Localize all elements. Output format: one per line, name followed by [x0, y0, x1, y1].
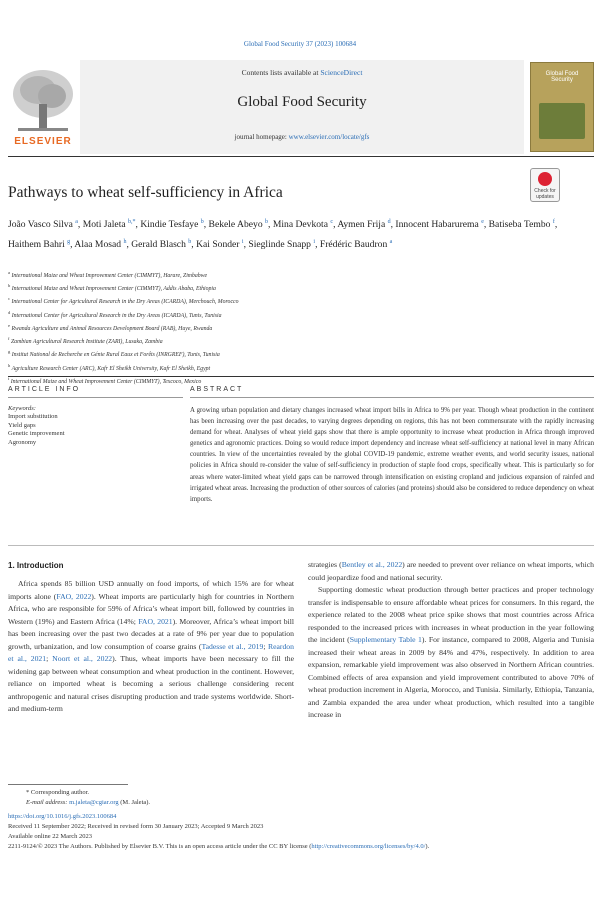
- cover-image: [539, 103, 585, 139]
- keyword: Agronomy: [8, 438, 37, 446]
- journal-reference[interactable]: Global Food Security 37 (2023) 100684: [243, 40, 357, 48]
- homepage-link[interactable]: www.elsevier.com/locate/gfs: [288, 133, 370, 141]
- abstract-text: A growing urban population and dietary changes increased wheat import bills in Africa to 9% per year. Though wheat production in the continent has been increasing over the past decades, to varying degrees depending on regions, this has not been commensurate with the rapidly increasing demand for wheat. Analyses of wheat yield gaps show that there is ample opportunity to increase wheat production in Africa through improved genetics and agronomic practices. Doing so would reduce import dependency and increase wheat self-sufficiency at national level in many African countries. In view of the uncertainties revealed by the global COVID-19 pandemic, extreme weather events, and world security issues, national policies in Africa should re-consider the value of self-sufficiency in production of staple food crops, specifically wheat. This is particularly so for areas where water-limited wheat yield gaps can be narrowed through intensification on existing cropland and judicious expansion of rainfed and irrigated wheat areas. Increasing the production of other sources of calories (and proteins) should also be considered to reduce dependency on wheat imports.: [190, 407, 594, 503]
- journal-homepage: journal homepage: www.elsevier.com/locate/gfs: [234, 133, 370, 141]
- email-link[interactable]: m.jaleta@cgiar.org: [69, 799, 119, 806]
- doi-link[interactable]: https://doi.org/10.1016/j.gfs.2023.100684: [8, 813, 117, 820]
- affiliation-list: [8, 268, 568, 387]
- cover-title: Global Food Security: [545, 71, 579, 83]
- corresponding-author-note: * Corresponding author.: [26, 789, 90, 796]
- keyword: Yield gaps: [8, 421, 36, 429]
- author-list: João Vasco Silva $^a$, Moti Jaleta $^{b,*}$, Kindie Tesfaye $^b$, Bekele Abeyo $^b$, Mina Devkota $^c$, Aymen Frija $^d$, Innocent Habarurema $^e$, Batiseba Tembo $^f$, Haithem Bahri $^g$, Alaa Mosad $^h$, Gerald Blasch $^b$, Kai Sonder $^i$, Sieglinde Snapp $^i$, Frédéric Baudron $^a$: [8, 219, 558, 250]
- introduction-column-right: strategies (Bentley et al., 2022) are needed to prevent over reliance on wheat imports, which could jeopardize food and national security. Supporting domestic wheat production through better practices and proper technology transfer is indispensable to ensure affordable wheat prices for consumers. In this regard, the experience related to the 2008 wheat price spike shows that most countries across Africa responded to the increased prices with increases in wheat production in the year following the incident (Supplementary Table 1). For instance, compared to 2008, Algeria and Tunisia increased their wheat areas in 2009 by 84% and 47%, respectively. In addition to area expansion, remarkable yield improvement was also observed in Northern African countries. Combined effects of area expansion and yield improvement contributed to above 70% of wheat production increment in Algeria, Morocco, and Tunisia. Similarly, Ethiopia, Tanzania, and Zambia expanded the area under wheat production, which resulted into a tangible increase in: [308, 560, 594, 719]
- footnote-rule: [8, 784, 128, 785]
- introduction-column-left: Africa spends 85 billion USD annually on food imports, of which 15% are for wheat imports alone (FAO, 2022). Wheat imports are particularly high for countries in Northern Africa, who are responsible for 59% of Africa’s wheat import bill, followed by countries in Western (19%) and Eastern Africa (14%; FAO, 2021). Moreover, Africa’s wheat import bill has been increasing over the past two decades at a rate of 9% per year due to population growth, urbanization, and low consumption of coarse grains (Tadesse et al., 2019; Reardon et al., 2021; Noort et al., 2022). Thus, wheat imports have been necessary to fill the widening gap between wheat consumption and wheat production in the continent. However, reliance on imported wheat is becoming a serious challenge considering recent anthropogenic and natural crises disrupting production and trade systems worldwide. Short- and medium-term: [8, 579, 294, 713]
- license-link[interactable]: http://creativecommons.org/licenses/by/4.0/: [311, 843, 426, 850]
- keywords-label: Keywords:: [8, 405, 36, 412]
- journal-header: [8, 60, 594, 155]
- introduction-heading: 1. Introduction: [8, 561, 64, 570]
- received-dates: Received 11 September 2022; Received in revised form 30 January 2023; Accepted 9 March 2023: [8, 823, 264, 830]
- check-updates-icon: [538, 172, 552, 186]
- publisher-wordmark: ELSEVIER: [14, 136, 72, 147]
- article-title: Pathways to wheat self-sufficiency in Africa: [8, 184, 283, 201]
- header-divider: [8, 156, 594, 157]
- article-info-rule: [8, 397, 183, 398]
- journal-cover-thumbnail[interactable]: [530, 62, 594, 152]
- affiliation: $^h$ Agriculture Research Center (ARC), Kafr El Sheikh University, Kafr El Sheikh, Egypt: [8, 362, 211, 372]
- journal-title: Global Food Security: [237, 94, 367, 110]
- license-statement: 2211-9124/© 2023 The Authors. Published by Elsevier B.V. This is an open access article under the CC BY license (http://creativecommons.org/licenses/by/4.0/).: [8, 843, 430, 850]
- section-divider: [8, 545, 594, 546]
- affiliation: $^c$ International Center for Agricultural Research in the Dry Areas (ICARDA), Merchouch, Morocco: [8, 296, 239, 306]
- keyword: Genetic improvement: [8, 430, 65, 437]
- contents-line: Contents lists available at ScienceDirect: [241, 68, 363, 77]
- online-date: Available online 22 March 2023: [8, 833, 92, 840]
- sciencedirect-link[interactable]: ScienceDirect: [320, 68, 363, 77]
- journal-banner: [80, 60, 524, 154]
- affiliation: $^e$ Rwanda Agriculture and Animal Resources Development Board (RAB), Huye, Rwanda: [8, 322, 213, 332]
- affiliation: $^f$ Zambian Agricultural Research Institute (ZARI), Lusaka, Zambia: [8, 336, 163, 346]
- keyword: Import substitution: [8, 413, 58, 420]
- check-for-updates-button[interactable]: Check for updates: [530, 168, 560, 202]
- abstract-heading: ABSTRACT: [190, 386, 244, 393]
- info-divider: [8, 376, 594, 377]
- abstract-rule: [190, 397, 594, 398]
- affiliation: $^b$ International Maize and Wheat Improvement Center (CIMMYT), Addis Ababa, Ethiopia: [8, 283, 216, 293]
- affiliation: $^d$ International Center for Agricultural Research in the Dry Areas (ICARDA), Tunis, Tunisia: [8, 309, 222, 319]
- email-note: E-mail address: m.jaleta@cgiar.org (M. Jaleta).: [26, 799, 151, 806]
- keyword-list: [8, 413, 65, 447]
- affiliation: $^i$ International Maize and Wheat Improvement Center (CIMMYT), Texcoco, Mexico: [8, 375, 202, 385]
- article-info-heading: ARTICLE INFO: [8, 386, 81, 393]
- affiliation: $^g$ Institut National de Recherche en Génie Rural Eaux et Forêts (INRGREF), Tunis, Tunisia: [8, 349, 220, 359]
- affiliation: $^a$ International Maize and Wheat Improvement Center (CIMMYT), Harare, Zimbabwe: [8, 270, 208, 279]
